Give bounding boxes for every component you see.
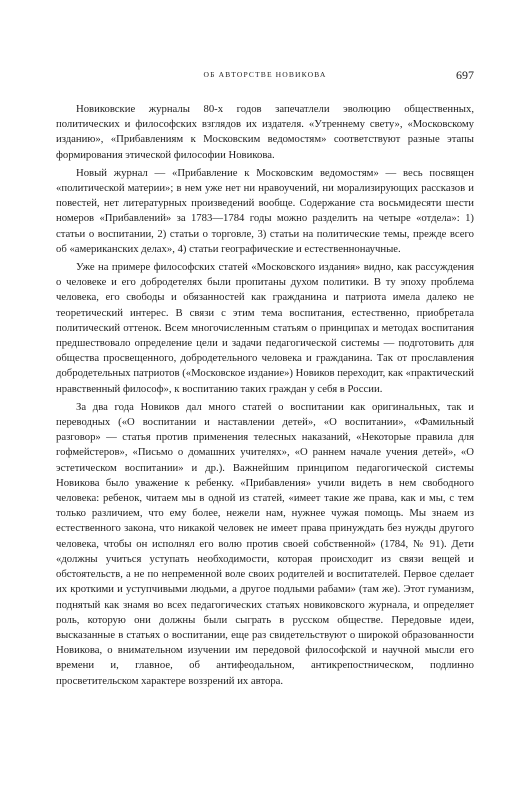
running-header (56, 64, 474, 84)
book-page (56, 64, 474, 692)
paragraph: Новиковские журналы 80-х годов запечатлели эволюцию общественных, политических и философских взглядов их издателя. «Утреннему свету», «Московскому изданию», «Прибавлениям к Московским ведомостям» соответствуют разные этапы формирования этической философии Новикова. (56, 103, 474, 161)
paragraph: Уже на примере философских статей «Московского издания» видно, как рассуждения о человеке и его добродетелях были пропитаны духом политики. В ту эпоху проблема человека, его свободы и обязанностей как гражданина и патриота имела далеко не теоретический интерес. В связи с этим тема воспитания, естественно, приобретала политический оттенок. Всем многочисленным статьям о принципах и методах воспитания предшествовало определение цели и задачи педагогической системы — подготовить для общества просвещенного, добродетельного человека и гражданина. Так от прославления добродетельных патриотов («Московское издание») Новиков переходит, как «практический нравственный философ», к воспитанию таких граждан у себя в России. (56, 261, 474, 395)
paragraph: За два года Новиков дал много статей о воспитании как оригинальных, так и переводных («О воспитании и наставлении детей», «О воспитании», «Фамильный разговор» — статья против применения телесных наказаний, «Некоторые правила для гофмейстеров», «Письмо о домашних учителях», «О раннем начале учения детей», «О эстетическом воспитании» и др.). Важнейшим принципом педагогической системы Новикова было уважение к ребенку. «Прибавления» учили видеть в нем свободного человека: ребенок, читаем мы в одной из статей, «имеет такие же права, как и мы, с тем только различием, что ему более, нежели нам, нужнее чужая помощь. Мы знаем из естественного закона, что никакой человек не имеет права принуждать без нужды другого человека, чтобы он исполнял его волю против своей собственной» (1784, № 91). Дети «должны учиться уступать необходимости, которая происходит из связи вещей и обстоятельств, а не по непременной воле своих родителей и воспитателей. Первое сделает их кроткими и уступчивыми людьми, а другое подлыми рабами» (там же). Этот гуманизм, поднятый как знамя во всех педагогических статьях новиковского журнала, и определяет роль, которую они должны были сыграть в русском обществе. Передовые идеи, высказанные в статьях о воспитании, еще раз свидетельствуют о широкой образованности Новикова, о внимательном изучении им передовой философской и научной мысли его времени и, главное, об антифеодальном, антикрепостническом, подлинно просветительском характере воззрений их автора. (56, 400, 474, 687)
running-title: ОБ АВТОРСТВЕ НОВИКОВА (203, 70, 327, 79)
body-text (56, 102, 474, 689)
paragraph: Новый журнал — «Прибавление к Московским ведомостям» — весь посвящен «политической материи»; в нем уже нет ни нравоучений, ни морализирующих рассказов и повестей, нет литературных произведений вообще. Содержание ста восьмидесяти шести номеров «Прибавлений» за 1783—1784 годы можно разделить на четыре «отдела»: 1) статьи о воспитании, 2) статьи о торговле, 3) статьи на политические темы, прежде всего об «американских делах», 4) статьи географические и естественнонаучные. (56, 166, 474, 255)
page-number: 697 (456, 68, 474, 82)
